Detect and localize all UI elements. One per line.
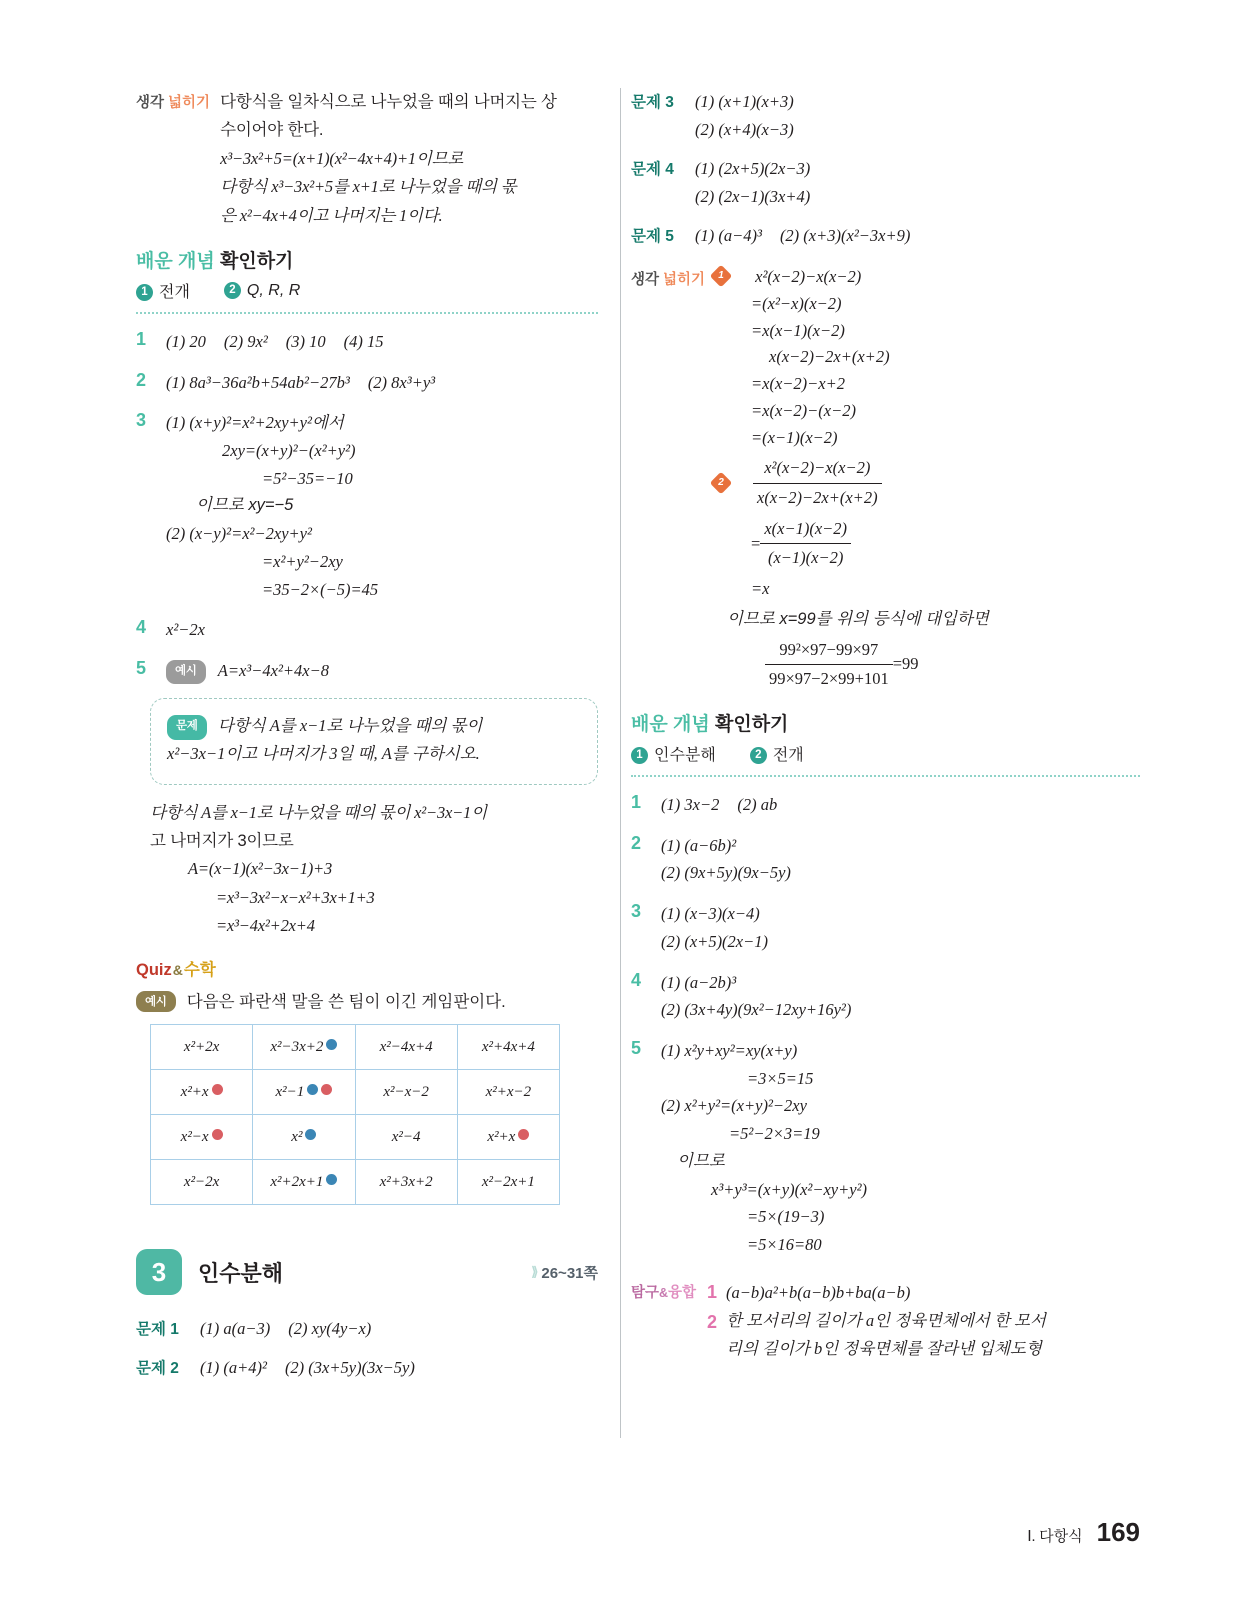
answer-number-right-2: 2 xyxy=(631,832,642,853)
problem-label-5: 문제 5 xyxy=(631,228,674,246)
answer-3-line-2: 2xy=(x+y)²−(x²+y²) xyxy=(222,441,356,461)
answer-3-line-5: (2) (x−y)²=x²−2xy+y² xyxy=(166,524,312,544)
think-right-line-1-row xyxy=(713,264,1140,291)
footer-page-number: 169 xyxy=(1096,1517,1140,1547)
concept-text-2: Q, R, R xyxy=(246,282,301,300)
concept-check-answers-left xyxy=(136,279,598,302)
answer-right-3-line-2: (2) (x+5)(2x−1) xyxy=(661,931,769,951)
problem-4-line-2: (2) (2x−1)(3x+4) xyxy=(695,187,811,207)
concept-check-heading-plain: 확인하기 xyxy=(219,250,294,272)
problem-3-line-1: (1) (x+1)(x+3) xyxy=(695,92,794,111)
think-wider-line-4: 다항식 x³−3x²+5를 x+1로 나누었을 때의 몫 xyxy=(220,177,517,197)
concept-item-1 xyxy=(136,279,190,302)
answer-number-right-4: 4 xyxy=(631,969,642,990)
quiz-caption: 다음은 파란색 말을 쓴 팀이 이긴 게임판이다. xyxy=(186,993,506,1012)
board-cell[interactable] xyxy=(151,1115,253,1160)
fraction-2-numerator: x(x−1)(x−2) xyxy=(760,516,851,545)
think-right-fraction-3-row xyxy=(713,637,1140,693)
answer-2-part-2: (2) 8x³+y³ xyxy=(367,372,436,392)
problem-box-text-2: x²−3x−1이고 나머지가 3일 때, A를 구하시오. xyxy=(167,744,480,764)
problem-1-part-2: (2) xy(4y−x) xyxy=(288,1319,372,1339)
board-cell[interactable] xyxy=(457,1025,559,1070)
answer-right-5-line-8: =5×16=80 xyxy=(747,1235,822,1255)
answer-row-3 xyxy=(136,409,598,603)
answer-row-right-4 xyxy=(631,969,1140,1024)
answer-3-line-7: =35−2×(−5)=45 xyxy=(262,579,379,599)
concept-check-heading-left xyxy=(136,246,598,273)
explore-label-part2: 융합 xyxy=(668,1284,697,1301)
board-cell[interactable] xyxy=(355,1025,457,1070)
quiz-heading xyxy=(136,956,598,980)
board-cell[interactable] xyxy=(457,1070,559,1115)
concept-check-heading-right xyxy=(631,709,1140,736)
board-cell[interactable] xyxy=(355,1115,457,1160)
answer-content-4: x²−2x xyxy=(166,620,205,640)
concept-text-right-1: 인수분해 xyxy=(654,747,716,765)
problem-label-2: 문제 2 xyxy=(136,1360,179,1378)
answer-content-right-1 xyxy=(661,791,1140,819)
answer-content-right-5 xyxy=(661,1037,1140,1259)
answer-3-line-6: =x²+y²−2xy xyxy=(262,551,343,571)
concept-number-1: 1 xyxy=(136,284,153,301)
fraction-3-numerator: 99²×97−99×97 xyxy=(765,637,893,666)
answer-right-1-part-2: (2) ab xyxy=(737,795,778,815)
answer-right-5-line-2: =3×5=15 xyxy=(747,1068,814,1088)
board-cell-expr: x² xyxy=(291,1128,303,1145)
answer-content-right-4 xyxy=(661,969,1140,1024)
board-cell[interactable] xyxy=(355,1160,457,1205)
fraction-1-numerator: x²(x−2)−x(x−2) xyxy=(753,455,882,484)
problem-chip: 문제 xyxy=(167,715,207,740)
explore-item-2-number: 2 xyxy=(707,1312,718,1333)
problem-3-line-2: (2) (x+4)(x−3) xyxy=(695,120,794,140)
answer-row-right-5 xyxy=(631,1037,1140,1259)
think-wider-line-3: x³−3x²+5=(x+1)(x²−4x+4)+1이므로 xyxy=(220,148,464,168)
divider-dotted-left xyxy=(136,312,598,314)
answer-right-3-line-1: (1) (x−3)(x−4) xyxy=(661,904,760,924)
problem-label-4: 문제 4 xyxy=(631,161,674,179)
answer-row-right-3 xyxy=(631,900,1140,955)
concept-item-right-2 xyxy=(750,742,804,765)
problem-2-part-2: (2) (3x+5y)(3x−5y) xyxy=(284,1358,415,1378)
answer-content-right-2 xyxy=(661,832,1140,887)
board-cell-expr: x²+x xyxy=(487,1128,516,1145)
think-right-line-3: =x(x−1)(x−2) xyxy=(751,320,845,340)
quiz-example-chip: 예시 xyxy=(136,991,176,1012)
problem-body-2 xyxy=(200,1354,598,1382)
answer-right-5-line-4: =5²−2×3=19 xyxy=(729,1124,820,1144)
board-row xyxy=(151,1160,560,1205)
section-rule xyxy=(182,1251,598,1253)
section-page-range-text: 26~31쪽 xyxy=(541,1264,598,1282)
board-cell[interactable] xyxy=(253,1115,355,1160)
concept-check-heading-right-colored: 배운 개념 xyxy=(631,714,710,736)
board-cell[interactable] xyxy=(457,1160,559,1205)
answer-number-4: 4 xyxy=(136,617,147,638)
board-cell[interactable] xyxy=(253,1025,355,1070)
problem-1-part-1: (1) a(a−3) xyxy=(200,1319,271,1339)
left-column xyxy=(0,88,620,1438)
solution-line-1: 다항식 A를 x−1로 나누었을 때의 몫이 x²−3x−1이 xyxy=(150,802,487,822)
concept-item-right-1 xyxy=(631,742,716,765)
problem-row-5 xyxy=(631,222,1140,250)
think-wider-line-2: 수이어야 한다. xyxy=(220,121,324,140)
explore-label xyxy=(631,1277,707,1302)
marker-1-icon xyxy=(710,265,733,288)
problem-body-4 xyxy=(695,155,1140,211)
answer-content-right-3 xyxy=(661,900,1140,955)
board-row xyxy=(151,1070,560,1115)
right-column xyxy=(620,88,1240,1438)
board-cell-expr: x²+2x xyxy=(183,1038,220,1055)
think-right-line-2: =(x²−x)(x−2) xyxy=(751,293,842,313)
answer-number-3: 3 xyxy=(136,410,147,431)
think-wider-block-right xyxy=(631,264,1140,693)
think-right-line-6: =x(x−2)−(x−2) xyxy=(751,400,856,420)
problem-row-2 xyxy=(136,1354,598,1382)
concept-check-heading-colored: 배운 개념 xyxy=(136,250,215,272)
answer-1-part-2: (2) 9x² xyxy=(223,331,268,351)
quiz-caption-row xyxy=(136,988,598,1012)
board-cell[interactable] xyxy=(253,1070,355,1115)
explore-label-amp: & xyxy=(659,1285,669,1300)
board-cell-expr: x²−x−2 xyxy=(383,1083,429,1100)
board-cell-expr: x²−2x+1 xyxy=(481,1173,535,1190)
answer-content-5 xyxy=(166,657,598,685)
explore-label-part1: 탐구 xyxy=(631,1284,660,1301)
concept-number-2: 2 xyxy=(224,282,241,299)
board-row xyxy=(151,1025,560,1070)
board-cell-expr: x²+4x+4 xyxy=(481,1038,535,1055)
section-title: 인수분해 xyxy=(198,1260,284,1286)
fraction-3-equals: =99 xyxy=(892,654,919,674)
explore-item-2-text xyxy=(726,1307,1140,1363)
problem-row-1 xyxy=(136,1315,598,1343)
answer-right-5-line-5: 이므로 xyxy=(677,1151,725,1170)
solution-block xyxy=(136,799,598,941)
problem-body-1 xyxy=(200,1315,598,1343)
board-cell-expr: x²−3x+2 xyxy=(270,1038,324,1055)
think-right-fraction-1-row xyxy=(713,455,1140,511)
answer-right-5-line-3: (2) x²+y²=(x+y)²−2xy xyxy=(661,1096,807,1116)
fraction-2-denominator: (x−1)(x−2) xyxy=(767,548,844,568)
game-board-table xyxy=(150,1024,560,1205)
explore-block xyxy=(631,1277,1140,1364)
answer-2-part-1: (1) 8a³−36a²b+54ab²−27b³ xyxy=(166,372,350,392)
answer-content-2 xyxy=(166,369,598,397)
board-cell[interactable] xyxy=(151,1070,253,1115)
blue-piece-dot xyxy=(326,1174,337,1185)
fraction-1 xyxy=(753,455,882,511)
blue-piece-dot xyxy=(305,1129,316,1140)
answer-number-1: 1 xyxy=(136,328,147,349)
board-cell[interactable] xyxy=(253,1160,355,1205)
think-wider-label-right-part2: 넓히기 xyxy=(663,272,706,289)
problem-row-3 xyxy=(631,88,1140,144)
think-wider-block-left xyxy=(136,88,598,230)
board-cell[interactable] xyxy=(151,1025,253,1070)
board-cell[interactable] xyxy=(457,1115,559,1160)
think-right-result: =x xyxy=(751,579,770,599)
explore-item-1-number: 1 xyxy=(707,1281,718,1302)
board-cell-expr: x²−4 xyxy=(391,1128,421,1145)
section-page-range xyxy=(531,1262,598,1283)
answer-right-5-line-1: (1) x²y+xy²=xy(x+y) xyxy=(661,1041,798,1061)
answer-content-3 xyxy=(166,409,598,603)
board-cell-expr: x²−x xyxy=(180,1128,209,1145)
answer-row-2 xyxy=(136,369,598,397)
answer-row-right-2 xyxy=(631,832,1140,887)
red-piece-dot xyxy=(321,1084,332,1095)
problem-5-part-1: (1) (a−4)³ xyxy=(695,226,762,246)
explore-item-1-text: (a−b)a²+b(a−b)b+ba(a−b) xyxy=(726,1282,911,1302)
explore-item-2-line-2: 리의 길이가 b인 정육면체를 잘라낸 입체도형 xyxy=(726,1339,1042,1359)
problem-4-line-1: (1) (2x+5)(2x−3) xyxy=(695,159,811,179)
answer-number-2: 2 xyxy=(136,369,147,390)
solution-line-5: =x³−4x²+2x+4 xyxy=(216,916,315,936)
think-wider-label-right xyxy=(631,264,713,289)
problem-5-part-2: (2) (x+3)(x²−3x+9) xyxy=(779,226,911,246)
concept-check-heading-right-plain: 확인하기 xyxy=(714,714,789,736)
explore-body xyxy=(707,1277,1140,1364)
answer-number-right-5: 5 xyxy=(631,1038,642,1059)
concept-text-1: 전개 xyxy=(159,283,190,301)
think-right-line-7: =(x−1)(x−2) xyxy=(751,427,838,447)
quiz-heading-math: 수학 xyxy=(183,961,216,980)
answer-1-part-3: (3) 10 xyxy=(285,331,326,351)
answer-row-right-1 xyxy=(631,791,1140,819)
board-cell[interactable] xyxy=(355,1070,457,1115)
page-footer xyxy=(1027,1517,1140,1548)
answer-number-right-1: 1 xyxy=(631,792,642,813)
marker-2-icon xyxy=(710,472,733,495)
board-cell-expr: x²+3x+2 xyxy=(379,1173,433,1190)
solution-line-2: 고 나머지가 3이므로 xyxy=(150,831,294,850)
marker-1-label: 1 xyxy=(718,270,724,282)
answer-number-right-3: 3 xyxy=(631,901,642,922)
think-right-line-1: x²(x−2)−x(x−2) xyxy=(755,267,862,287)
think-right-line-5: =x(x−2)−x+2 xyxy=(751,374,845,394)
think-right-line-4: x(x−2)−2x+(x+2) xyxy=(769,347,890,367)
marker-2-label: 2 xyxy=(718,477,724,489)
board-cell-expr: x²+x−2 xyxy=(485,1083,532,1100)
red-piece-dot xyxy=(518,1129,529,1140)
answer-row-5 xyxy=(136,657,598,685)
answer-right-4-line-2: (2) (3x+4y)(9x²−12xy+16y²) xyxy=(661,1000,852,1020)
think-wider-line-1: 다항식을 일차식으로 나누었을 때의 나머지는 상 xyxy=(220,93,557,111)
problem-label-1: 문제 1 xyxy=(136,1321,179,1339)
answer-content-1 xyxy=(166,328,598,356)
chevron-right-icon: ⟩⟩ xyxy=(531,1264,536,1280)
section-header xyxy=(136,1249,598,1295)
explore-item-2 xyxy=(707,1307,1140,1363)
problem-body-5 xyxy=(695,222,1140,250)
solution-line-3: A=(x−1)(x²−3x−1)+3 xyxy=(188,859,333,879)
explore-item-2-line-1: 한 모서리의 길이가 a인 정육면체에서 한 모서 xyxy=(726,1311,1046,1331)
quiz-heading-quiz: Quiz xyxy=(136,961,172,980)
problem-box xyxy=(150,698,598,785)
board-cell-expr: x²+x xyxy=(180,1083,209,1100)
problem-label-3: 문제 3 xyxy=(631,94,674,111)
answer-5-expression: A=x³−4x²+4x−8 xyxy=(217,661,329,681)
fraction-3 xyxy=(765,637,893,693)
answer-3-line-3: =5²−35=−10 xyxy=(262,468,353,488)
blue-piece-dot xyxy=(326,1039,337,1050)
explore-item-1 xyxy=(707,1277,1140,1308)
answer-row-4 xyxy=(136,616,598,644)
problem-2-part-1: (1) (a+4)² xyxy=(200,1358,267,1378)
equals-sign-2: = xyxy=(751,533,761,553)
fraction-3-denominator: 99×97−2×99+101 xyxy=(769,669,889,689)
problem-body-3 xyxy=(695,88,1140,144)
think-wider-right-body xyxy=(713,264,1140,693)
board-row xyxy=(151,1115,560,1160)
think-wider-label-right-part1: 생각 xyxy=(631,272,660,289)
fraction-1-denominator: x(x−2)−2x+(x+2) xyxy=(757,487,878,507)
red-piece-dot xyxy=(212,1129,223,1140)
blue-piece-dot xyxy=(307,1084,318,1095)
think-wider-label-part2: 넓히기 xyxy=(168,95,211,111)
red-piece-dot xyxy=(212,1084,223,1095)
answer-3-line-1: (1) (x+y)²=x²+2xy+y²에서 xyxy=(166,413,344,433)
concept-item-2 xyxy=(224,280,300,300)
divider-dotted-right xyxy=(631,775,1140,777)
concept-number-right-1: 1 xyxy=(631,747,648,764)
example-chip-answer5: 예시 xyxy=(166,660,206,684)
concept-number-right-2: 2 xyxy=(750,747,767,764)
answer-number-5: 5 xyxy=(136,658,147,679)
board-cell-expr: x²−2x xyxy=(183,1173,220,1190)
problem-box-line-1 xyxy=(167,712,581,740)
problem-row-4 xyxy=(631,155,1140,211)
think-wider-label xyxy=(136,88,210,112)
think-right-fraction-2-row xyxy=(713,516,1140,572)
footer-chapter: Ⅰ. 다항식 xyxy=(1027,1529,1083,1545)
concept-check-answers-right xyxy=(631,742,1140,765)
section-number-badge: 3 xyxy=(136,1249,182,1295)
answer-right-5-line-7: =5×(19−3) xyxy=(747,1207,825,1227)
solution-line-4: =x³−3x²−x−x²+3x+1+3 xyxy=(216,887,375,907)
board-cell[interactable] xyxy=(151,1160,253,1205)
quiz-heading-amp: & xyxy=(172,962,183,979)
board-cell-expr: x²−1 xyxy=(275,1083,305,1100)
think-wider-label-part1: 생각 xyxy=(136,95,165,111)
answer-right-1-part-1: (1) 3x−2 xyxy=(661,795,720,815)
answer-1-part-4: (4) 15 xyxy=(343,331,384,351)
answer-1-part-1: (1) 20 xyxy=(166,331,206,351)
concept-text-right-2: 전개 xyxy=(772,747,804,765)
answer-right-2-line-2: (2) (9x+5y)(9x−5y) xyxy=(661,863,791,883)
fraction-2 xyxy=(760,516,851,572)
two-column-layout xyxy=(0,88,1240,1438)
board-cell-expr: x²−4x+4 xyxy=(379,1038,433,1055)
answer-right-4-line-1: (1) (a−2b)³ xyxy=(661,972,737,992)
answer-3-line-4: 이므로 xy=−5 xyxy=(196,496,294,515)
think-wider-line-5: 은 x²−4x+4이고 나머지는 1이다. xyxy=(220,205,443,225)
answer-right-2-line-1: (1) (a−6b)² xyxy=(661,835,737,855)
board-cell-expr: x²+2x+1 xyxy=(270,1173,324,1190)
problem-box-text-1: 다항식 A를 x−1로 나누었을 때의 몫이 xyxy=(217,715,483,735)
think-wider-body xyxy=(220,88,598,230)
think-right-substitute-text: 이므로 x=99를 위의 등식에 대입하면 xyxy=(727,609,989,628)
answer-row-1 xyxy=(136,328,598,356)
answer-right-5-line-6: x³+y³=(x+y)(x²−xy+y²) xyxy=(711,1179,868,1199)
